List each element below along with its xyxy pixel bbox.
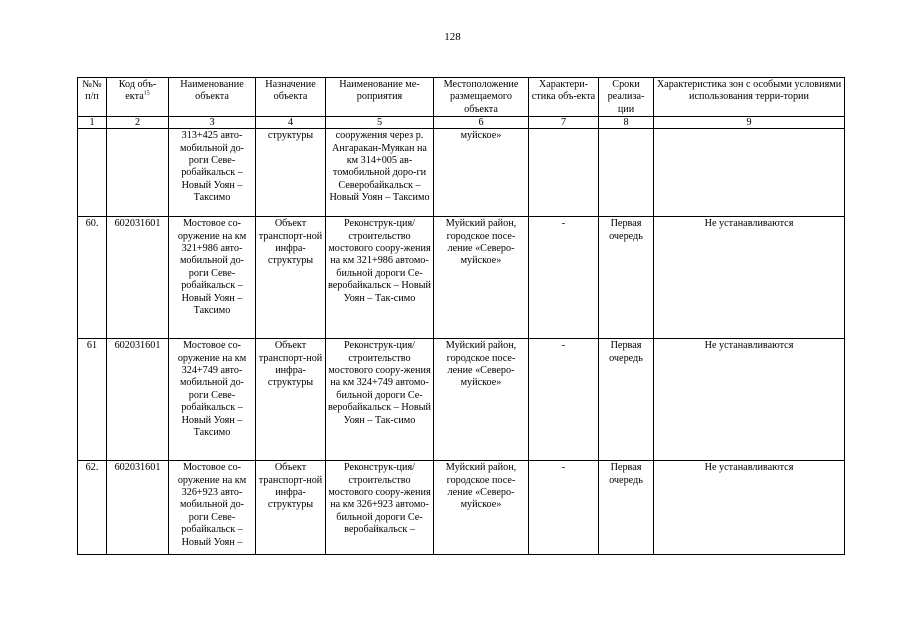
column-number: 8 xyxy=(599,117,654,129)
column-numbers-row xyxy=(78,117,845,129)
table-row xyxy=(78,461,845,555)
header-zones: Характеристика зон с особыми условиями использования терри-тории xyxy=(654,78,845,117)
column-number: 9 xyxy=(654,117,845,129)
header-no: №№ п/п xyxy=(78,78,107,117)
cell-terms: Первая очередь xyxy=(599,217,654,339)
cell-name: 313+425 авто-мобильной до-роги Севе-робайкальск – Новый Уоян – Таксимо xyxy=(169,129,256,217)
cell-location: Муйский район, городское посе-ление «Северо-муйское» xyxy=(434,339,529,461)
cell-code: 602031601 xyxy=(107,461,169,555)
cell-location: муйское» xyxy=(434,129,529,217)
cell-characteristics: - xyxy=(529,217,599,339)
column-number: 7 xyxy=(529,117,599,129)
cell-measure: Реконструк-ция/строительство мостового соору-жения на км 326+923 автомо-бильной дороги Се-веробайкальск – xyxy=(326,461,434,555)
header-purpose: Назначение объекта xyxy=(256,78,326,117)
column-number: 4 xyxy=(256,117,326,129)
cell-name: Мостовое со-оружение на км 321+986 авто-мобильной до-роги Севе-робайкальск – Новый Уоян – Таксимо xyxy=(169,217,256,339)
header-code-footnote: 15 xyxy=(143,91,150,98)
cell-purpose: Объект транспорт-ной инфра-структуры xyxy=(256,217,326,339)
table-row xyxy=(78,217,845,339)
column-number: 5 xyxy=(326,117,434,129)
cell-zones: Не устанавливаются xyxy=(654,461,845,555)
cell-measure: Реконструк-ция/строительство мостового соору-жения на км 321+986 автомо-бильной дороги Се-веробайкальск – Новый Уоян – Так-симо xyxy=(326,217,434,339)
cell-code: 602031601 xyxy=(107,339,169,461)
header-name: Наименование объекта xyxy=(169,78,256,117)
cell-no xyxy=(78,129,107,217)
header-terms: Сроки реализа-ции xyxy=(599,78,654,117)
column-number: 6 xyxy=(434,117,529,129)
cell-name: Мостовое со-оружение на км 326+923 авто-мобильной до-роги Севе-робайкальск – Новый Уоян – xyxy=(169,461,256,555)
cell-location: Муйский район, городское посе-ление «Северо-муйское» xyxy=(434,217,529,339)
objects-table xyxy=(77,77,845,555)
cell-measure: сооружения через р. Ангаракан-Муякан на км 314+005 ав-томобильной доро-ги Северобайкальск – Новый Уоян – Таксимо xyxy=(326,129,434,217)
header-measure: Наименование ме-роприятия xyxy=(326,78,434,117)
cell-characteristics xyxy=(529,129,599,217)
column-number: 1 xyxy=(78,117,107,129)
cell-characteristics: - xyxy=(529,339,599,461)
cell-purpose: Объект транспорт-ной инфра-структуры xyxy=(256,461,326,555)
cell-zones: Не устанавливаются xyxy=(654,339,845,461)
cell-name: Мостовое со-оружение на км 324+749 авто-мобильной до-роги Севе-робайкальск – Новый Уоян – Таксимо xyxy=(169,339,256,461)
page-number: 128 xyxy=(444,31,461,43)
header-location: Местоположение размещаемого объекта xyxy=(434,78,529,117)
cell-purpose: Объект транспорт-ной инфра-структуры xyxy=(256,339,326,461)
cell-purpose: структуры xyxy=(256,129,326,217)
cell-zones: Не устанавливаются xyxy=(654,217,845,339)
cell-no: 60. xyxy=(78,217,107,339)
cell-code: 602031601 xyxy=(107,217,169,339)
column-number: 2 xyxy=(107,117,169,129)
cell-terms: Первая очередь xyxy=(599,461,654,555)
cell-measure: Реконструк-ция/строительство мостового соору-жения на км 324+749 автомо-бильной дороги Се-веробайкальск – Новый Уоян – Так-симо xyxy=(326,339,434,461)
cell-location: Муйский район, городское посе-ление «Северо-муйское» xyxy=(434,461,529,555)
header-code-label: Код объ-екта xyxy=(118,79,157,103)
header-characteristics: Характери-стика объ-екта xyxy=(529,78,599,117)
cell-zones xyxy=(654,129,845,217)
cell-terms: Первая очередь xyxy=(599,339,654,461)
table-row xyxy=(78,339,845,461)
column-number: 3 xyxy=(169,117,256,129)
table-header-row xyxy=(78,78,845,117)
cell-characteristics: - xyxy=(529,461,599,555)
cell-no: 62. xyxy=(78,461,107,555)
header-code xyxy=(107,78,169,117)
cell-terms xyxy=(599,129,654,217)
cell-code xyxy=(107,129,169,217)
table-row xyxy=(78,129,845,217)
cell-no: 61 xyxy=(78,339,107,461)
